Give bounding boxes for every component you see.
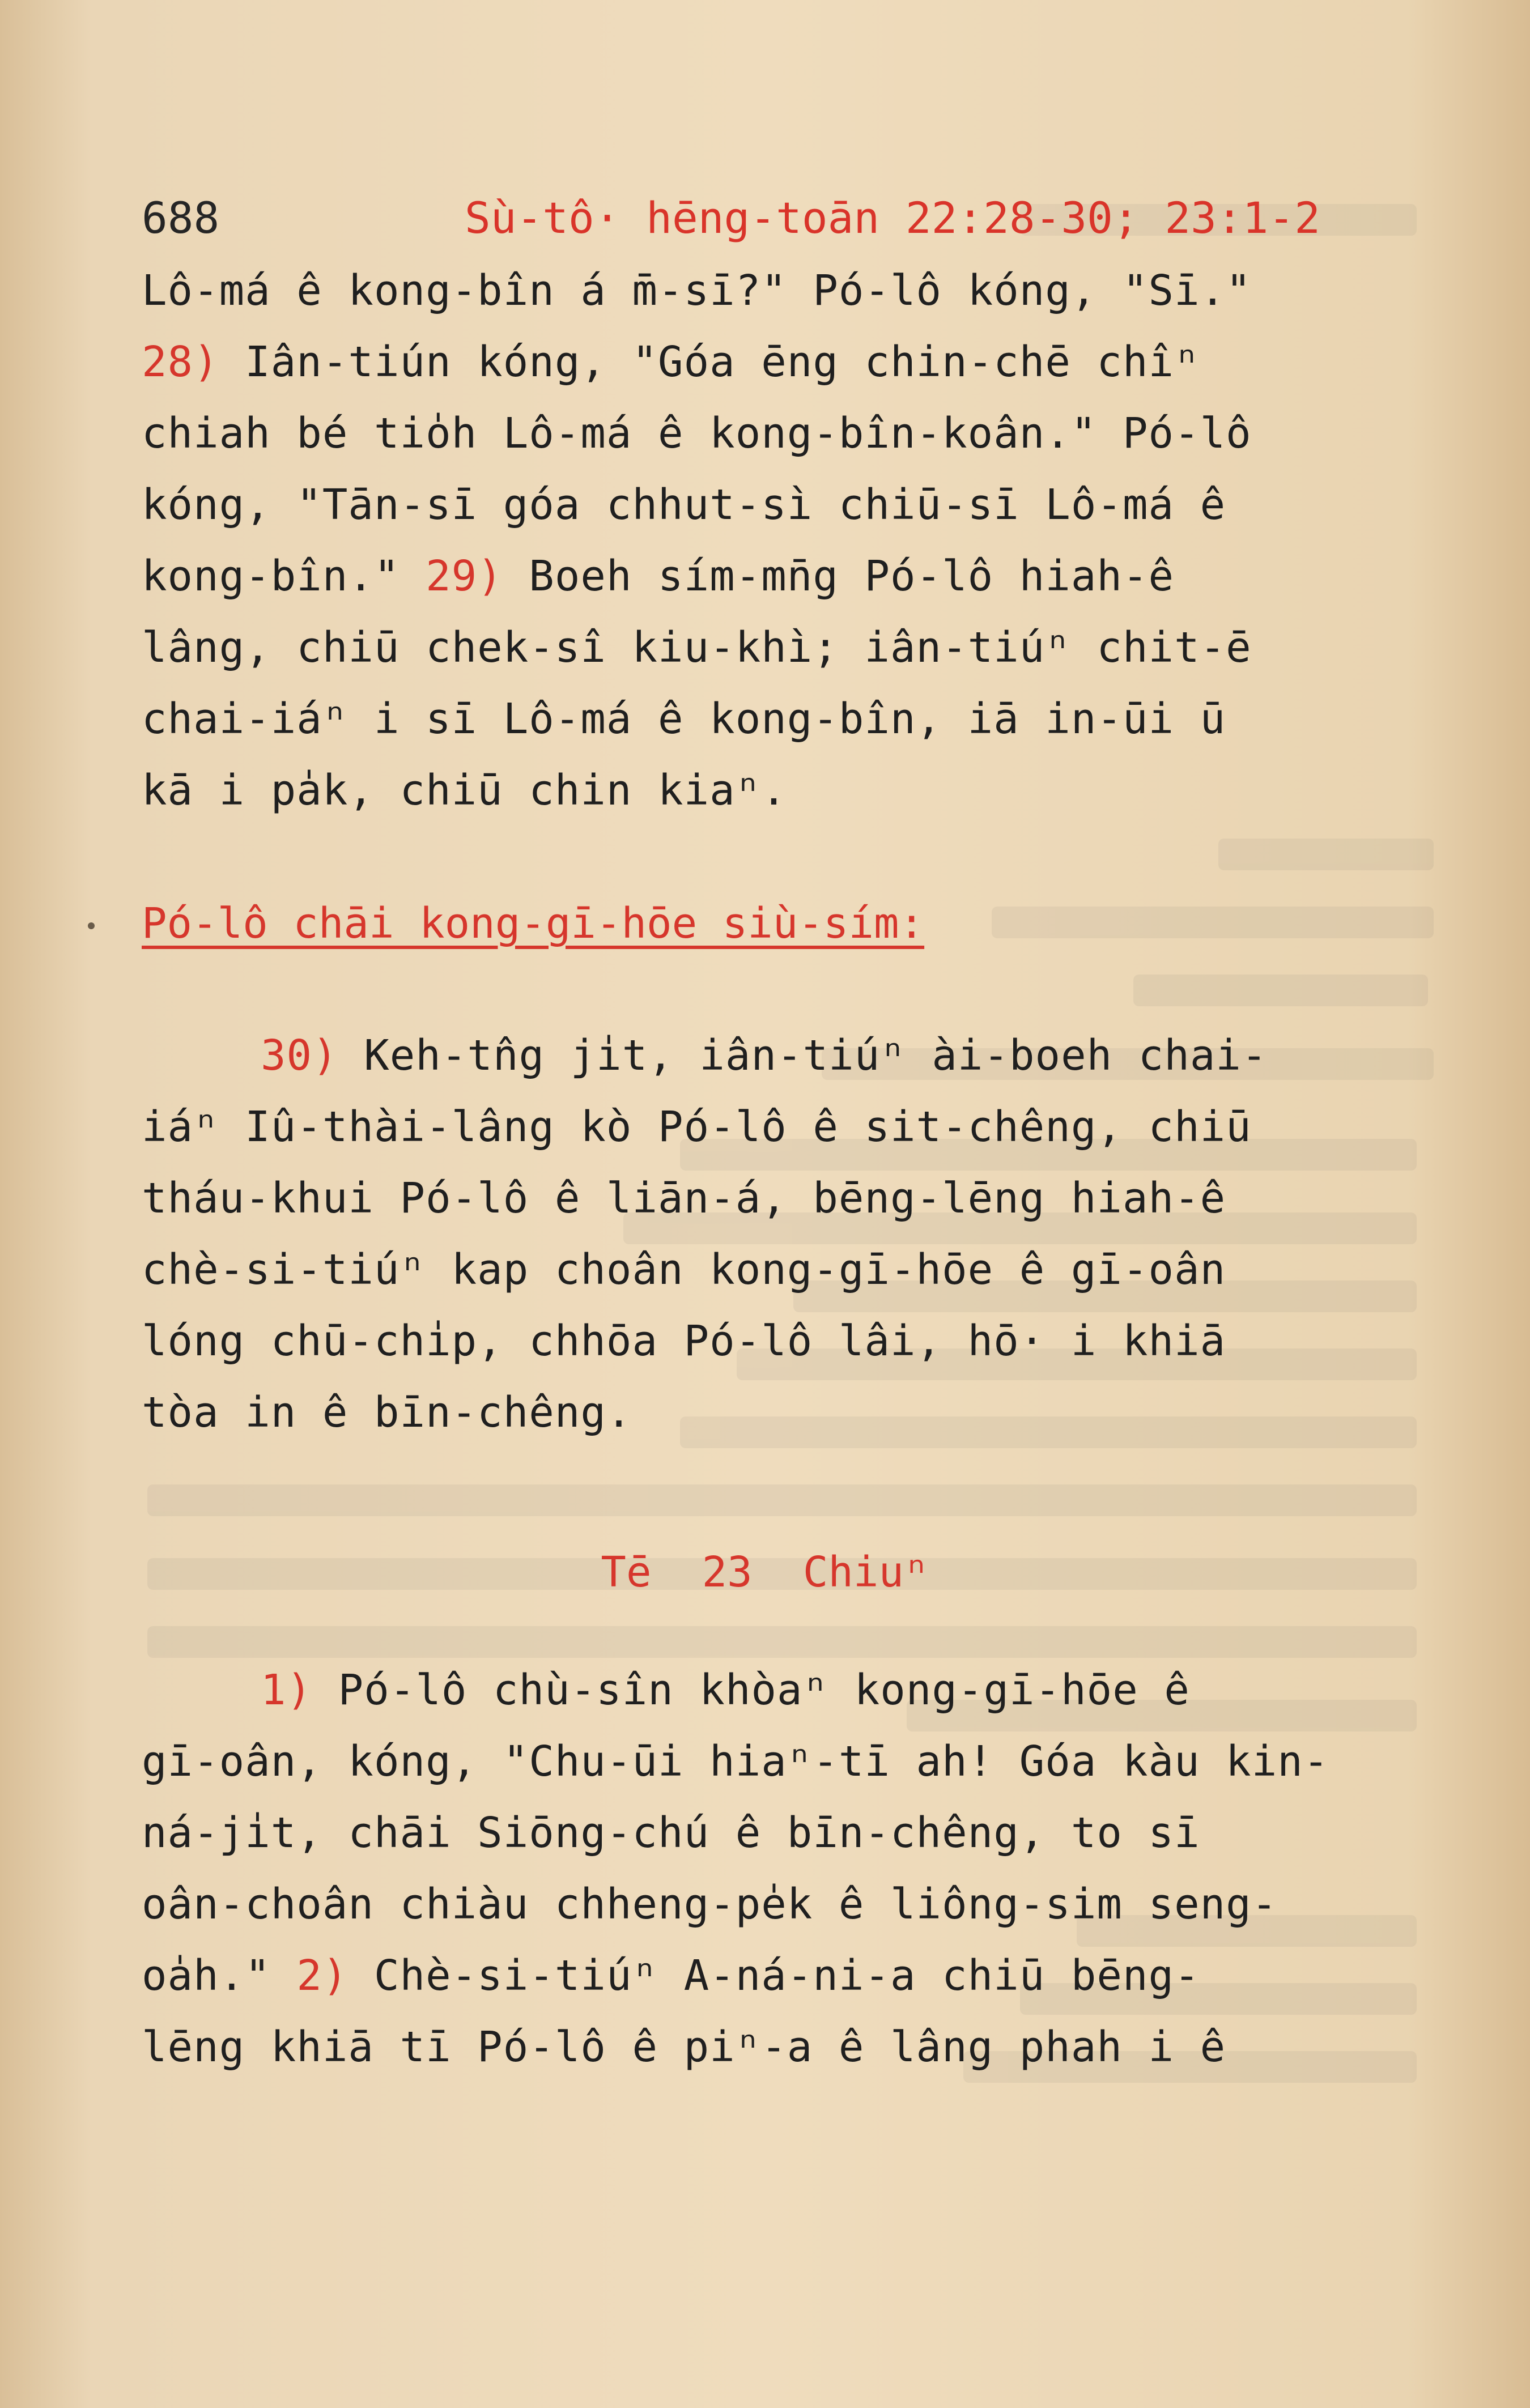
margin-dot [88,922,95,929]
text-line: oân-choân chiàu chheng-pe̍k ê liông-sim seng- [142,1880,1278,1929]
text-line: ná-ji̍t, chāi Siōng-chú ê bīn-chêng, to sī [142,1809,1200,1857]
text-line: Lô-má ê kong-bîn á m̄-sī?" Pó-lô kóng, "Sī." [142,266,1252,315]
text-line: kong-bîn." 29) Boeh sím-mn̄g Pó-lô hiah-ê [142,552,1175,601]
text-line: 30) Keh-tn̂g ji̍t, iân-tiúⁿ ài-boeh chai- [261,1031,1268,1080]
text-line: chai-iáⁿ i sī Lô-má ê kong-bîn, iā in-ūi ū [142,695,1226,743]
text-line: kā i pa̍k, chiū chin kiaⁿ. [142,766,787,815]
text-line: 28) Iân-tiún kóng, "Góa ēng chin-chē chîⁿ [142,338,1200,386]
section-heading: Pó-lô chāi kong-gī-hōe siù-sím: [142,899,925,948]
text-line: chiah bé tio̍h Lô-má ê kong-bîn-koân." Pó-lô [142,409,1252,458]
page-number: 688 [142,193,220,243]
verse-number: 28) [142,338,219,386]
text-line: lâng, chiū chek-sî kiu-khì; iân-tiúⁿ chit-ē [142,623,1252,672]
text-line: lóng chū-chi̍p, chhōa Pó-lô lâi, hō· i khiā [142,1317,1226,1365]
text-line: oa̍h." 2) Chè-si-tiúⁿ A-ná-ni-a chiū bēng- [142,1951,1200,2000]
text-line: chè-si-tiúⁿ kap choân kong-gī-hōe ê gī-oân [142,1245,1226,1294]
verse-number: 29) [426,552,503,601]
verse-number: 30) [261,1031,338,1080]
text-line: kóng, "Tān-sī góa chhut-sì chiū-sī Lô-má ê [142,480,1226,529]
page-header [142,187,1417,249]
chapter-heading: Tē 23 Chiuⁿ [601,1548,929,1597]
verse-number: 1) [261,1666,313,1714]
text-line: lēng khiā tī Pó-lô ê piⁿ-a ê lâng phah i ê [142,2023,1226,2071]
text-line: 1) Pó-lô chù-sîn khòaⁿ kong-gī-hōe ê [261,1666,1190,1714]
text-line: gī-oân, kóng, "Chu-ūi hiaⁿ-tī ah! Góa kàu kin- [142,1737,1329,1786]
text-line: iáⁿ Iû-thài-lâng kò Pó-lô ê sit-chêng, chiū [142,1103,1252,1151]
text-line: tháu-khui Pó-lô ê liān-á, bēng-lēng hiah-ê [142,1174,1226,1223]
running-head: Sù-tô· hēng-toān 22:28-30; 23:1-2 [465,193,1320,243]
text-line: tòa in ê bīn-chêng. [142,1388,632,1437]
verse-number: 2) [296,1951,348,2000]
